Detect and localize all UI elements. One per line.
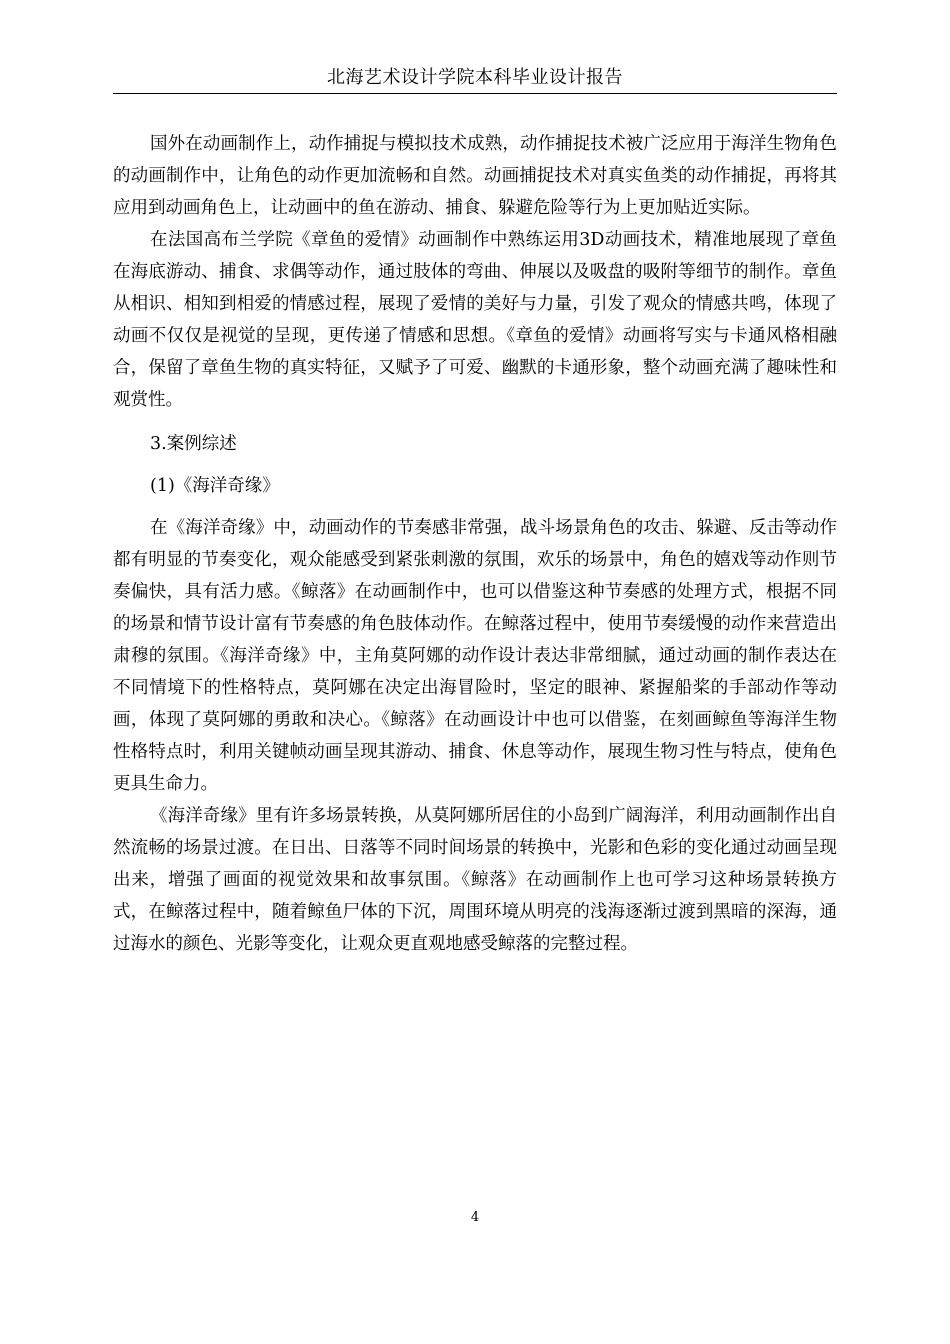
- page-number: 4: [470, 1210, 480, 1225]
- body-text: [113, 128, 837, 960]
- subsection-heading-moana: (1)《海洋奇缘》: [150, 476, 280, 496]
- paragraph-motion-capture: 国外在动画制作上，动作捕捉与模拟技术成熟，动作捕捉技术被广泛应用于海洋生物角色的动画制作中，让角色的动作更加流畅和自然。动画捕捉技术对真实鱼类的动作捕捉，再将其应用到动画角色上，让动画中的鱼在游动、捕食、躲避危险等行为上更加贴近实际。: [113, 134, 837, 218]
- page-header-title: 北海艺术设计学院本科毕业设计报告: [327, 67, 623, 88]
- paragraph-moana-scene-transitions: 《海洋奇缘》里有许多场景转换，从莫阿娜所居住的小岛到广阔海洋，利用动画制作出自然流畅的场景过渡。在日出、日落等不同时间场景的转换中，光影和色彩的变化通过动画呈现出来，增强了画面的视觉效果和故事氛围。《鲸落》在动画制作上也可学习这种场景转换方式，在鲸落过程中，随着鲸鱼尸体的下沉，周围环境从明亮的浅海逐渐过渡到黑暗的深海，通过海水的颜色、光影等变化，让观众更直观地感受鲸落的完整过程。: [113, 806, 837, 954]
- section-heading-case-review: 3.案例综述: [150, 434, 237, 454]
- paragraph-moana-rhythm: 在《海洋奇缘》中，动画动作的节奏感非常强，战斗场景角色的攻击、躲避、反击等动作都有明显的节奏变化，观众能感受到紧张刺激的氛围，欢乐的场景中，角色的嬉戏等动作则节奏偏快，具有活力感。《鲸落》在动画制作中，也可以借鉴这种节奏感的处理方式，根据不同的场景和情节设计富有节奏感的角色肢体动作。在鲸落过程中，使用节奏缓慢的动作来营造出肃穆的氛围。《海洋奇缘》中，主角莫阿娜的动作设计表达非常细腻，通过动画的制作表达在不同情境下的性格特点，莫阿娜在决定出海冒险时，坚定的眼神、紧握船桨的手部动作等动画，体现了莫阿娜的勇敢和决心。《鲸落》在动画设计中也可以借鉴，在刻画鲸鱼等海洋生物性格特点时，利用关键帧动画呈现其游动、捕食、休息等动作，展现生物习性与特点，使角色更具生命力。: [113, 518, 837, 794]
- paragraph-octopus-love: 在法国高布兰学院《章鱼的爱情》动画制作中熟练运用3D动画技术，精准地展现了章鱼在海底游动、捕食、求偶等动作，通过肢体的弯曲、伸展以及吸盘的吸附等细节的制作。章鱼从相识、相知到相爱的情感过程，展现了爱情的美好与力量，引发了观众的情感共鸣，体现了动画不仅仅是视觉的呈现，更传递了情感和思想。《章鱼的爱情》动画将写实与卡通风格相融合，保留了章鱼生物的真实特征，又赋予了可爱、幽默的卡通形象，整个动画充满了趣味性和观赏性。: [113, 230, 837, 410]
- header-divider: [113, 93, 837, 94]
